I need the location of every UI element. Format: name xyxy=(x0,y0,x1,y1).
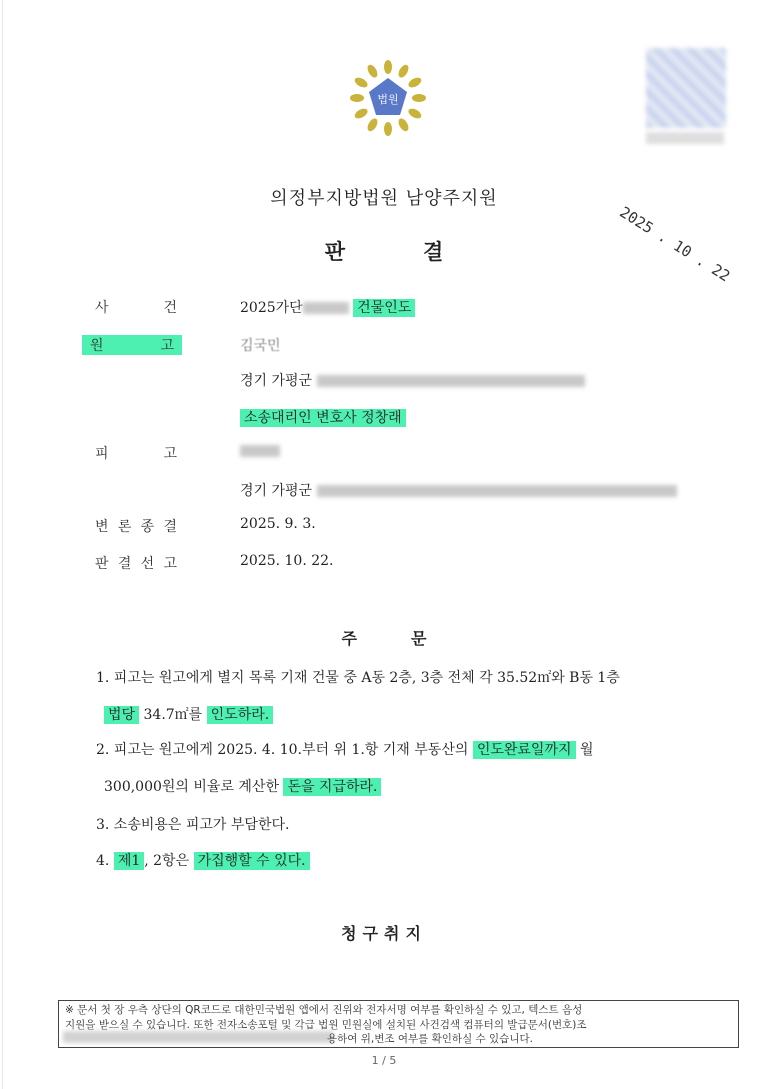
plaintiff-address xyxy=(240,370,585,390)
order-item-1-cont xyxy=(104,704,273,724)
defendant-label: 피 고 xyxy=(95,446,177,462)
sentence-label: 판 결 선 고 xyxy=(95,556,177,572)
document-title: 판결 xyxy=(324,240,522,264)
order-item-1-mid: 34.7㎡를 xyxy=(139,707,207,723)
order-item-2-highlight-a: 인도완료일까지 xyxy=(473,741,576,759)
plaintiff-address-text: 경기 가평군 xyxy=(240,373,313,389)
order-heading: 주문 xyxy=(341,629,481,648)
defendant-address-redacted xyxy=(317,485,677,497)
notice-redacted-strip xyxy=(63,1031,333,1043)
qr-code-label-redacted xyxy=(646,132,724,144)
page-number: 1 / 5 xyxy=(371,1054,397,1067)
order-item-1-highlight-a: 법당 xyxy=(104,706,139,724)
court-name: 의정부지방법원 남양주지원 xyxy=(270,188,498,209)
case-name: 건물인도 xyxy=(353,299,415,317)
order-item-4 xyxy=(96,850,310,870)
plaintiff-address-redacted xyxy=(317,375,585,387)
order-item-4-mid: , 2항은 xyxy=(144,853,194,869)
emblem-text: 법원 xyxy=(377,93,399,106)
defendant-name-redacted xyxy=(240,445,280,457)
case-label: 사 건 xyxy=(95,300,177,316)
sentence-date: 2025. 10. 22. xyxy=(240,553,334,569)
notice-line-3: 용하여 위,변조 여부를 확인하실 수 있습니다. xyxy=(327,1033,533,1045)
date-stamp: 2025 . 10 . 22 xyxy=(616,203,734,286)
plaintiff-label: 원 고 xyxy=(82,335,182,355)
closing-date: 2025. 9. 3. xyxy=(240,516,316,532)
authenticity-notice xyxy=(58,1000,739,1048)
plaintiff-attorney xyxy=(240,407,406,427)
notice-line-2: 지원을 받으실 수 있습니다. 또한 전자소송포털 및 각급 법원 민원실에 설치된 사건검색 컴퓨터의 발급문서(번호)조 xyxy=(65,1019,587,1031)
defendant-name xyxy=(240,443,280,459)
order-item-2-pre: 2. 피고는 원고에게 2025. 4. 10.부터 위 1.항 기재 부동산의 xyxy=(96,742,473,758)
order-item-1: 1. 피고는 원고에게 별지 목록 기재 건물 중 A동 2층, 3층 전체 각 35.52㎡와 B동 1층 xyxy=(96,670,620,686)
qr-code xyxy=(646,48,726,128)
order-item-4-highlight-a: 제1 xyxy=(114,852,144,870)
closing-label: 변 론 종 결 xyxy=(95,519,177,535)
claim-heading: 청구취지 xyxy=(341,924,427,943)
order-item-2-highlight-b: 돈을 지급하라. xyxy=(283,778,381,796)
order-item-3: 3. 소송비용은 피고가 부담한다. xyxy=(96,817,290,833)
order-item-2-post: 월 xyxy=(575,742,594,758)
case-number-redacted xyxy=(303,302,349,314)
order-item-4-pre: 4. xyxy=(96,853,114,869)
court-emblem-icon xyxy=(350,60,426,136)
order-item-2-line2: 300,000원의 비율로 계산한 xyxy=(104,779,284,795)
order-item-2 xyxy=(96,739,593,759)
case-number: 2025가단 xyxy=(240,300,303,316)
order-item-2-cont xyxy=(104,776,381,796)
order-item-1-highlight-b: 인도하라. xyxy=(207,706,274,724)
attorney-name: 소송대리인 변호사 정창래 xyxy=(240,409,406,427)
defendant-address-text: 경기 가평군 xyxy=(240,483,313,499)
notice-line-1: ※ 문서 첫 장 우측 상단의 QR코드로 대한민국법원 앱에서 진위와 전자서명 여부를 확인하실 수 있고, 텍스트 음성 xyxy=(65,1004,583,1016)
plaintiff-name: 김국민 xyxy=(240,338,281,354)
case-value xyxy=(240,297,415,317)
order-item-4-highlight-b: 가집행할 수 있다. xyxy=(194,852,310,870)
defendant-address xyxy=(240,480,677,500)
